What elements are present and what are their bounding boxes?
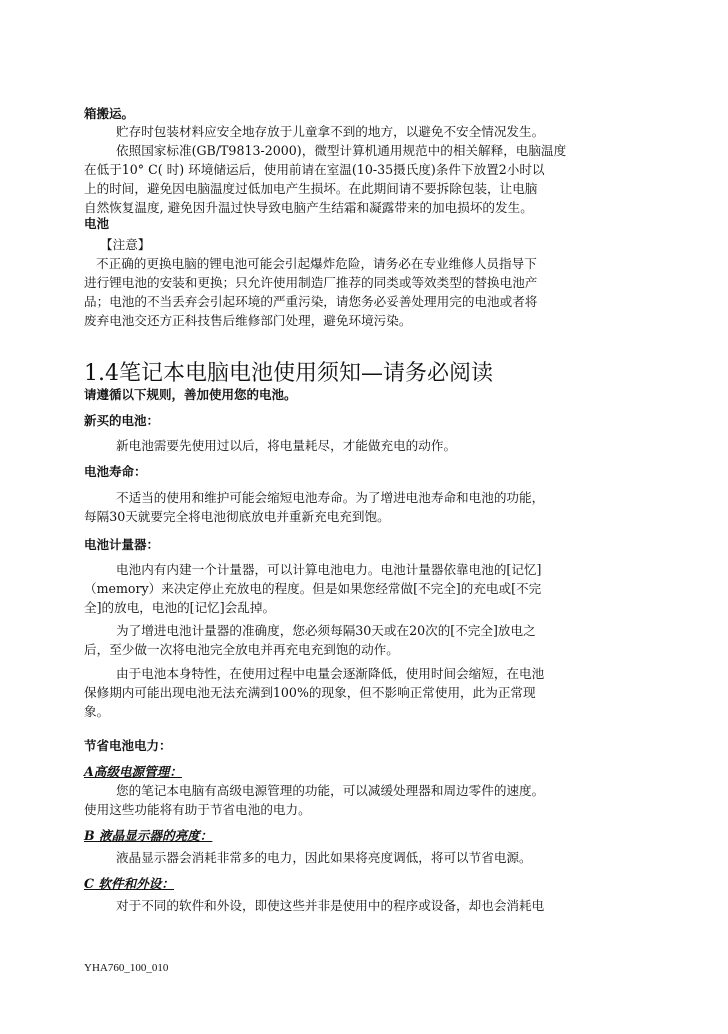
battery-life-line: 不适当的使用和维护可能会缩短电池寿命。为了增进电池寿命和电池的功能， — [116, 490, 545, 505]
power-management-paragraph — [84, 781, 544, 819]
meter-line: （memory）来决定停止充放电的程度。但是如果您经常做[不完全]的充电或[不完 — [84, 581, 542, 596]
battery-meter-paragraph-1 — [84, 560, 541, 617]
new-battery-text: 新电池需要先使用过以后，将电量耗尽，才能做充电的动作。 — [116, 438, 457, 453]
meter-line: 为了增进电池计量器的准确度，您必须每隔30天或在20次的[不完全]放电之 — [116, 623, 536, 638]
software-peripherals-text: 对于不同的软件和外设，即使这些并非是使用中的程序或设备，却也会消耗电 — [116, 898, 545, 913]
meter-line: 由于电池本身特性，在使用过程中电量会逐渐降低，使用时间会缩短，在电池 — [116, 666, 545, 681]
notice-label: 【注意】 — [100, 237, 151, 252]
notice-line: 废弃电池交还方正科技售后维修部门处理，避免环境污染。 — [84, 313, 412, 328]
meter-line: 全]的放电，电池的[记忆]会乱掉。 — [84, 600, 276, 615]
notice-line: 进行锂电池的安装和更换；只允许使用制造厂推荐的同类或等效类型的替换电池产 — [84, 275, 538, 290]
storage-paragraph: 贮存时包装材料应安全地存放于儿童拿不到的地方，以避免不安全情况发生。 — [116, 124, 545, 139]
temp-line: 依照国家标准(GB/T9813-2000)，微型计算机通用规范中的相关解释，电脑温度 — [116, 143, 567, 158]
battery-meter-heading: 电池计量器： — [84, 537, 160, 552]
meter-line: 象。 — [84, 704, 110, 719]
battery-heading: 电池 — [84, 216, 110, 231]
new-battery-heading: 新买的电池： — [84, 413, 160, 428]
battery-life-heading: 电池寿命： — [84, 464, 147, 479]
notice-paragraph — [84, 254, 537, 330]
power-line: 使用这些功能将有助于节省电池的电力。 — [84, 802, 311, 817]
notice-line: 不正确的更换电脑的锂电池可能会引起爆炸危险，请务必在专业维修人员指导下 — [96, 256, 537, 271]
section-title: 1.4笔记本电脑电池使用须知—请务必阅读 — [84, 361, 493, 386]
temperature-paragraph — [84, 141, 566, 217]
lcd-brightness-label: B 液晶显示器的亮度： — [84, 828, 213, 843]
battery-meter-paragraph-3 — [84, 664, 544, 721]
document-code: YHA760_100_010 — [84, 962, 169, 974]
power-management-label: A高级电源管理： — [84, 764, 182, 779]
notice-line: 品；电池的不当丢弃会引起环境的严重污染，请您务必妥善处理用完的电池或者将 — [84, 294, 538, 309]
line-continuation: 箱搬运。 — [84, 106, 135, 121]
lcd-brightness-text: 液晶显示器会消耗非常多的电力，因此如果将亮度调低，将可以节省电源。 — [116, 850, 532, 865]
meter-line: 保修期内可能出现电池无法充满到100%的现象，但不影响正常使用，此为正常现 — [84, 685, 536, 700]
temp-line: 上的时间，避免因电脑温度过低加电产生损坏。在此期间请不要拆除包装，让电脑 — [84, 181, 538, 196]
battery-life-line: 每隔30天就要完全将电池彻底放电并重新充电充到饱。 — [84, 509, 390, 524]
temp-line: 在低于10° C( 时) 环境储运后，使用前请在室温(10-35摄氏度)条件下放置2小时以 — [84, 162, 545, 177]
battery-meter-paragraph-2 — [84, 621, 536, 659]
temp-line: 自然恢复温度, 避免因升温过快导致电脑产生结霜和凝露带来的加电损坏的发生。 — [84, 200, 533, 215]
meter-line: 电池内有内建一个计量器，可以计算电池电力。电池计量器依靠电池的[记忆] — [116, 562, 542, 577]
save-power-heading: 节省电池电力： — [84, 738, 172, 753]
power-line: 您的笔记本电脑有高级电源管理的功能，可以减缓处理器和周边零件的速度。 — [116, 783, 545, 798]
battery-life-paragraph — [84, 488, 544, 526]
section-subtitle: 请遵循以下规则，善加使用您的电池。 — [84, 387, 297, 402]
software-peripherals-label: C 软件和外设： — [84, 876, 174, 891]
meter-line: 后，至少做一次将电池完全放电并再充电充到饱的动作。 — [84, 642, 399, 657]
